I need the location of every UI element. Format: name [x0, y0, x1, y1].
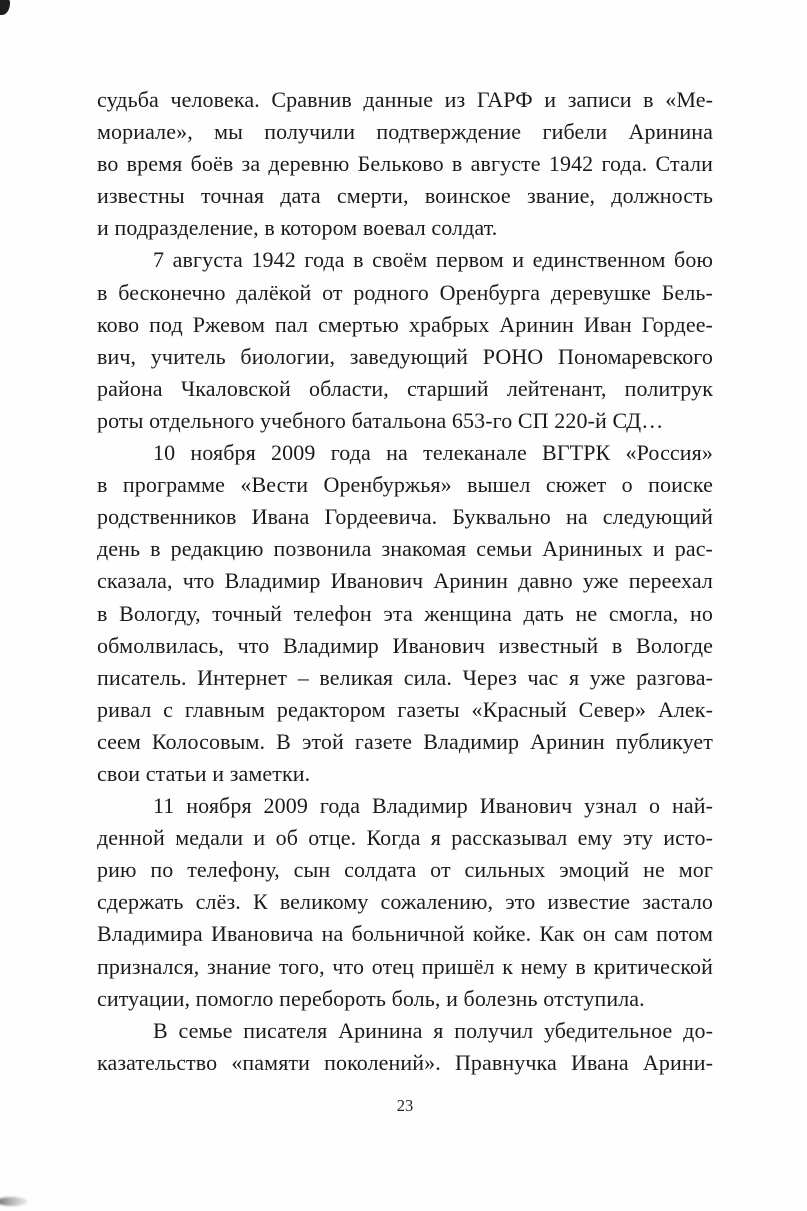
text-line: обмолвилась, что Владимир Иванович известный в Вологде	[97, 632, 713, 658]
paragraph	[97, 84, 713, 244]
text-line: в программе «Вести Оренбуржья» вышел сюжет о поиске	[97, 472, 713, 498]
text-line: ситуации, помогло перебороть боль, и болезнь отступила.	[97, 985, 645, 1011]
text-line: 11 ноября 2009 года Владимир Иванович узнал о най-	[153, 793, 713, 819]
text-line: денной медали и об отце. Когда я рассказывал ему эту исто-	[97, 825, 713, 851]
text-line: и подразделение, в котором воевал солдат.	[97, 215, 498, 241]
text-line: сеем Колосовым. В этой газете Владимир Аринин публикует	[97, 728, 713, 754]
scan-artifact-top-left	[0, 0, 10, 15]
text-line: вич, учитель биологии, заведующий РОНО Пономаревского	[97, 343, 713, 369]
text-line: В семье писателя Аринина я получил убедительное до-	[153, 1017, 713, 1043]
paragraph	[97, 790, 713, 1015]
text-line: 10 ноября 2009 года на телеканале ВГТРК «Россия»	[153, 440, 713, 466]
text-line: признался, знание того, что отец пришёл к нему в критической	[97, 953, 713, 979]
text-line: день в редакцию позвонила знакомая семьи Арининых и рас-	[97, 536, 713, 562]
text-line: сказала, что Владимир Иванович Аринин давно уже переехал	[97, 568, 713, 594]
text-line: района Чкаловской области, старший лейтенант, политрук	[97, 375, 713, 401]
paragraph	[97, 1015, 713, 1079]
text-line: ривал с главным редактором газеты «Красный Север» Алек-	[97, 696, 713, 722]
text-line: роты отдельного учебного батальона 653-го СП 220-й СД…	[97, 407, 664, 433]
text-line: родственников Ивана Гордеевича. Буквально на следующий	[97, 504, 713, 530]
paragraph	[97, 244, 713, 437]
text-line: Владимира Ивановича на больничной койке. Как он сам потом	[97, 921, 713, 947]
text-line: судьба человека. Сравнив данные из ГАРФ и записи в «Ме-	[97, 87, 713, 112]
text-line: свои статьи и заметки.	[97, 760, 311, 786]
text-line: во время боёв за деревню Бельково в августе 1942 года. Стали	[97, 151, 713, 177]
text-line: рию по телефону, сын солдата от сильных эмоций не мог	[97, 857, 713, 883]
page-text-block	[97, 84, 713, 1079]
text-line: известны точная дата смерти, воинское звание, должность	[97, 183, 713, 209]
text-line: мориале», мы получили подтверждение гибели Аринина	[97, 119, 713, 145]
text-line: казательство «памяти поколений». Правнучка Ивана Арини-	[97, 1049, 713, 1075]
paragraph	[97, 437, 713, 790]
text-line: ково под Ржевом пал смертью храбрых Аринин Иван Гордее-	[97, 311, 713, 337]
text-line: сдержать слёз. К великому сожалению, это известие застало	[97, 889, 713, 915]
text-line: в бесконечно далёкой от родного Оренбурга деревушке Бель-	[97, 279, 713, 305]
scan-artifact-bottom-left	[0, 1197, 28, 1206]
page-number: 23	[396, 1096, 414, 1115]
text-line: писатель. Интернет – великая сила. Через час я уже разгова-	[97, 664, 713, 690]
text-line: 7 августа 1942 года в своём первом и единственном бою	[153, 247, 713, 273]
text-line: в Вологду, точный телефон эта женщина дать не смогла, но	[97, 600, 713, 626]
